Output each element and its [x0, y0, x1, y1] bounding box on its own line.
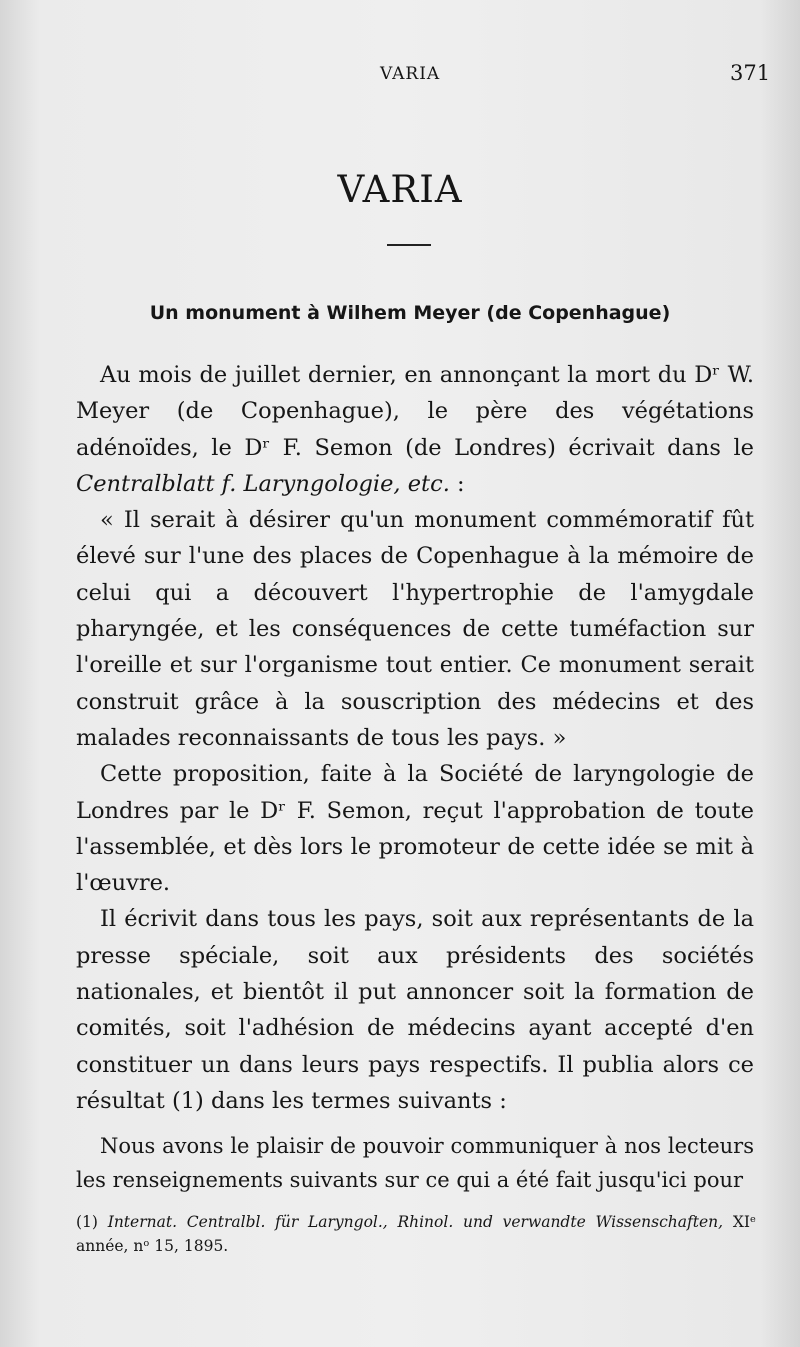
footnote-details: XIᵉ année, nᵒ 15, 1895. [76, 1213, 756, 1255]
title-rule [387, 244, 431, 246]
footnote [76, 1210, 756, 1258]
footnote-text [76, 1210, 756, 1258]
section-heading: Un monument à Wilhem Meyer (de Copenhague) [149, 302, 671, 324]
paragraph-1-colon: : [449, 470, 465, 497]
page-number: 371 [730, 61, 771, 85]
quoted-passage [76, 1129, 754, 1197]
running-head-title: VARIA [380, 64, 441, 84]
paragraph-4: Il écrivit dans tous les pays, soit aux représentants de la presse spéciale, soit aux présidents des sociétés nationales, et bientôt il put annoncer soit la formation de comités, soit l'adhésion de médecins ayant accepté d'en constituer un dans leurs pays respectifs. Il publia alors ce résultat (1) dans les termes suivants : [76, 906, 754, 1114]
paragraph-2: « Il serait à désirer qu'un monument commémoratif fût élevé sur l'une des places de Copenhague à la mémoire de celui qui a découvert l'hypertrophie de l'amygdale pharyngée, et les conséquences de cette tuméfaction sur l'oreille et sur l'organisme tout entier. Ce monument serait construit grâce à la souscription des médecins et des malades reconnaissants de tous les pays. » [76, 507, 754, 751]
running-head [0, 61, 800, 94]
quote-paragraph: Nous avons le plaisir de pouvoir communiquer à nos lecteurs les renseignements suivants sur ce qui a été fait jusqu'ici pour [76, 1134, 754, 1193]
article-body [76, 357, 754, 1197]
paragraph-1 [76, 357, 754, 502]
journal-citation: Centralblatt f. Laryngologie, etc. [76, 470, 450, 497]
paragraph-1-text: Au mois de juillet dernier, en annonçant la mort du Dʳ W. Meyer (de Copenhague), le père des végétations adénoïdes, le Dʳ F. Semon (de Londres) écrivait dans le [76, 362, 754, 461]
footnote-marker: (1) [76, 1213, 98, 1231]
page-title: VARIA [337, 168, 463, 211]
paragraph-3: Cette proposition, faite à la Société de laryngologie de Londres par le Dʳ F. Semon, reçut l'approbation de toute l'assemblée, et dès lors le promoteur de cette idée se mit à l'œuvre. [76, 761, 754, 897]
footnote-source: Internat. Centralbl. für Laryngol., Rhinol. und verwandte Wissenschaften, [107, 1213, 724, 1231]
